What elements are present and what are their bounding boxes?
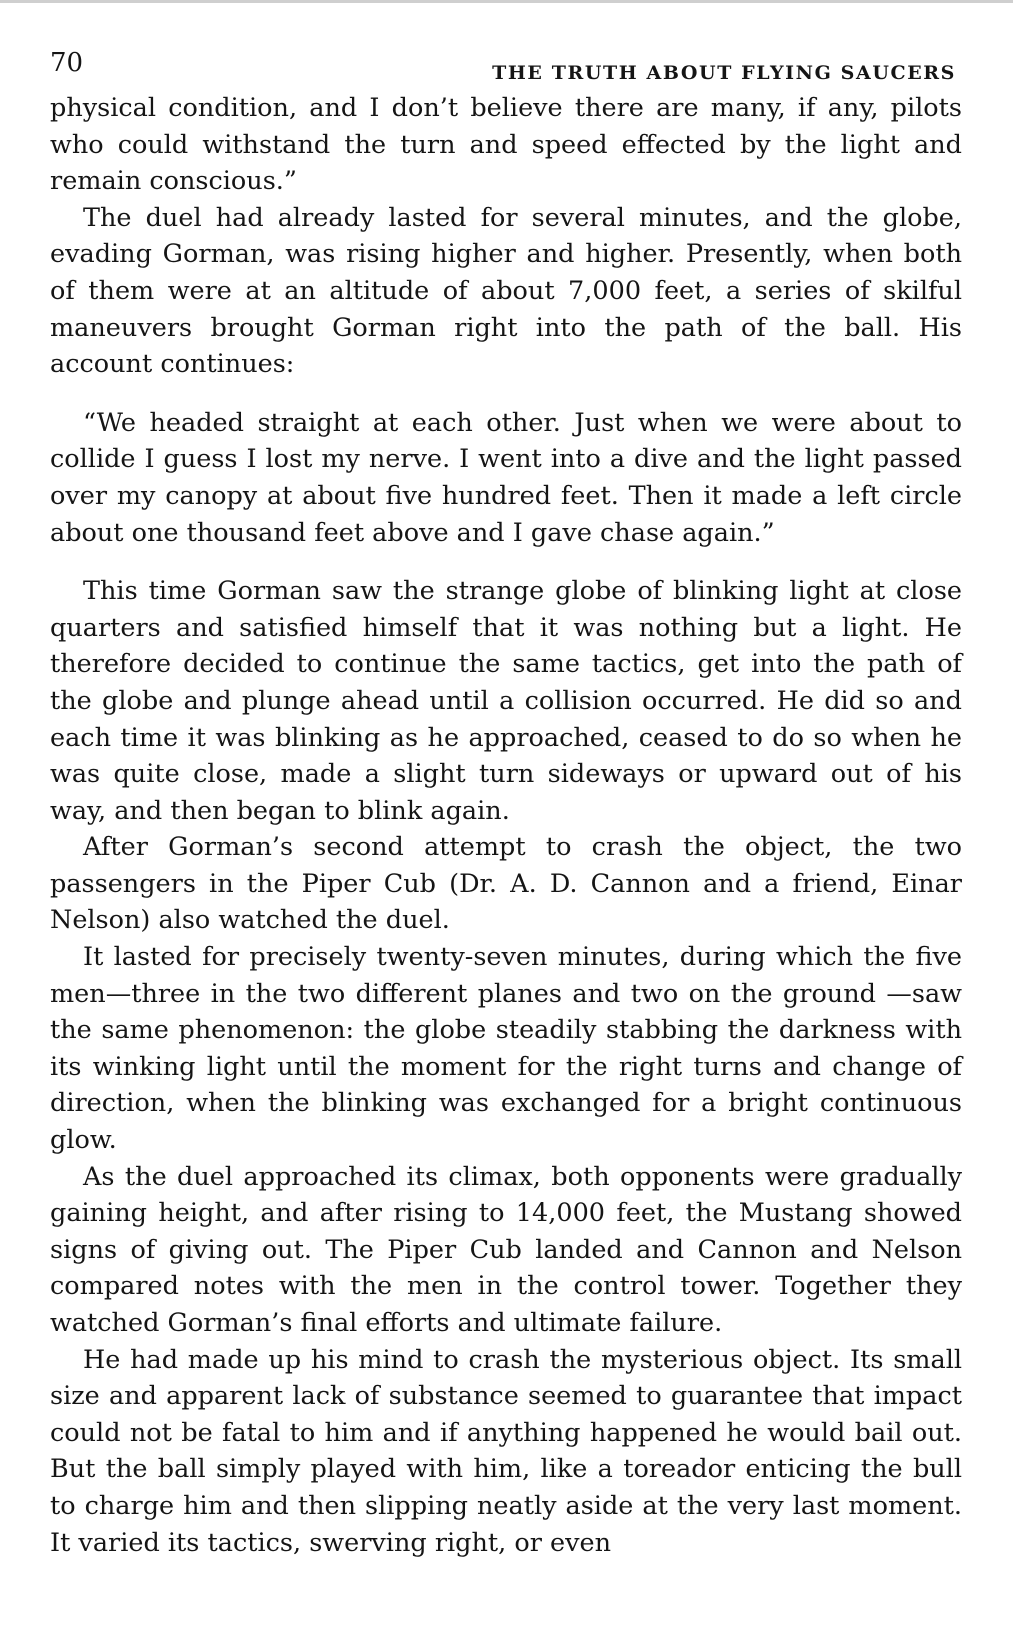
paragraph: It lasted for precisely twenty-seven minutes, during which the five men—three in the two different planes and two on the ground —saw the same phenomenon: the globe steadily stabbing the darkness with its winking light until the moment for the right turns and change of direction, when the blinking was exchanged for a bright continuous glow. bbox=[50, 942, 962, 1156]
book-page bbox=[50, 44, 962, 1561]
paragraph: He had made up his mind to crash the mysterious object. Its small size and apparent lack of substance seemed to guarantee that impact could not be fatal to him and if anything happened he would bail out. But the ball simply played with him, like a toreador enticing the bull to charge him and then slipping neatly aside at the very last moment. It varied its tactics, swerving right, or even bbox=[50, 1344, 962, 1558]
running-head bbox=[50, 44, 962, 90]
page-number: 70 bbox=[50, 48, 84, 78]
paragraph: After Gorman’s second attempt to crash the object, the two passengers in the Piper Cub (Dr. A. D. Cannon and a friend, Einar Nelson) also watched the duel. bbox=[50, 832, 962, 936]
body-text bbox=[50, 90, 962, 1561]
paragraph-continued: physical condition, and I don’t believe there are many, if any, pilots who could withstand the turn and speed effected by the light and remain conscious.” bbox=[50, 93, 962, 197]
top-border bbox=[0, 0, 1013, 3]
paragraph: This time Gorman saw the strange globe of blinking light at close quarters and satisfied himself that it was nothing but a light. He therefore decided to continue the same tactics, get into the path of the globe and plunge ahead until a collision occurred. He did so and each time it was blinking as he approached, ceased to do so when he was quite close, made a slight turn sideways or upward out of his way, and then began to blink again. bbox=[50, 576, 962, 826]
paragraph: The duel had already lasted for several minutes, and the globe, evading Gorman, was rising higher and higher. Presently, when both of them were at an altitude of about 7,000 feet, a series of skilful maneuvers brought Gorman right into the path of the ball. His account continues: bbox=[50, 202, 962, 380]
quoted-paragraph: “We headed straight at each other. Just when we were about to collide I guess I lost my nerve. I went into a dive and the light passed over my canopy at about five hundred feet. Then it made a left circle about one thousand feet above and I gave chase again.” bbox=[50, 407, 962, 548]
paragraph: As the duel approached its climax, both opponents were gradually gaining height, and after rising to 14,000 feet, the Mustang showed signs of giving out. The Piper Cub landed and Cannon and Nelson compared notes with the men in the control tower. Together they watched Gorman’s final efforts and ultimate failure. bbox=[50, 1161, 962, 1338]
running-title: THE TRUTH ABOUT FLYING SAUCERS bbox=[492, 62, 956, 84]
